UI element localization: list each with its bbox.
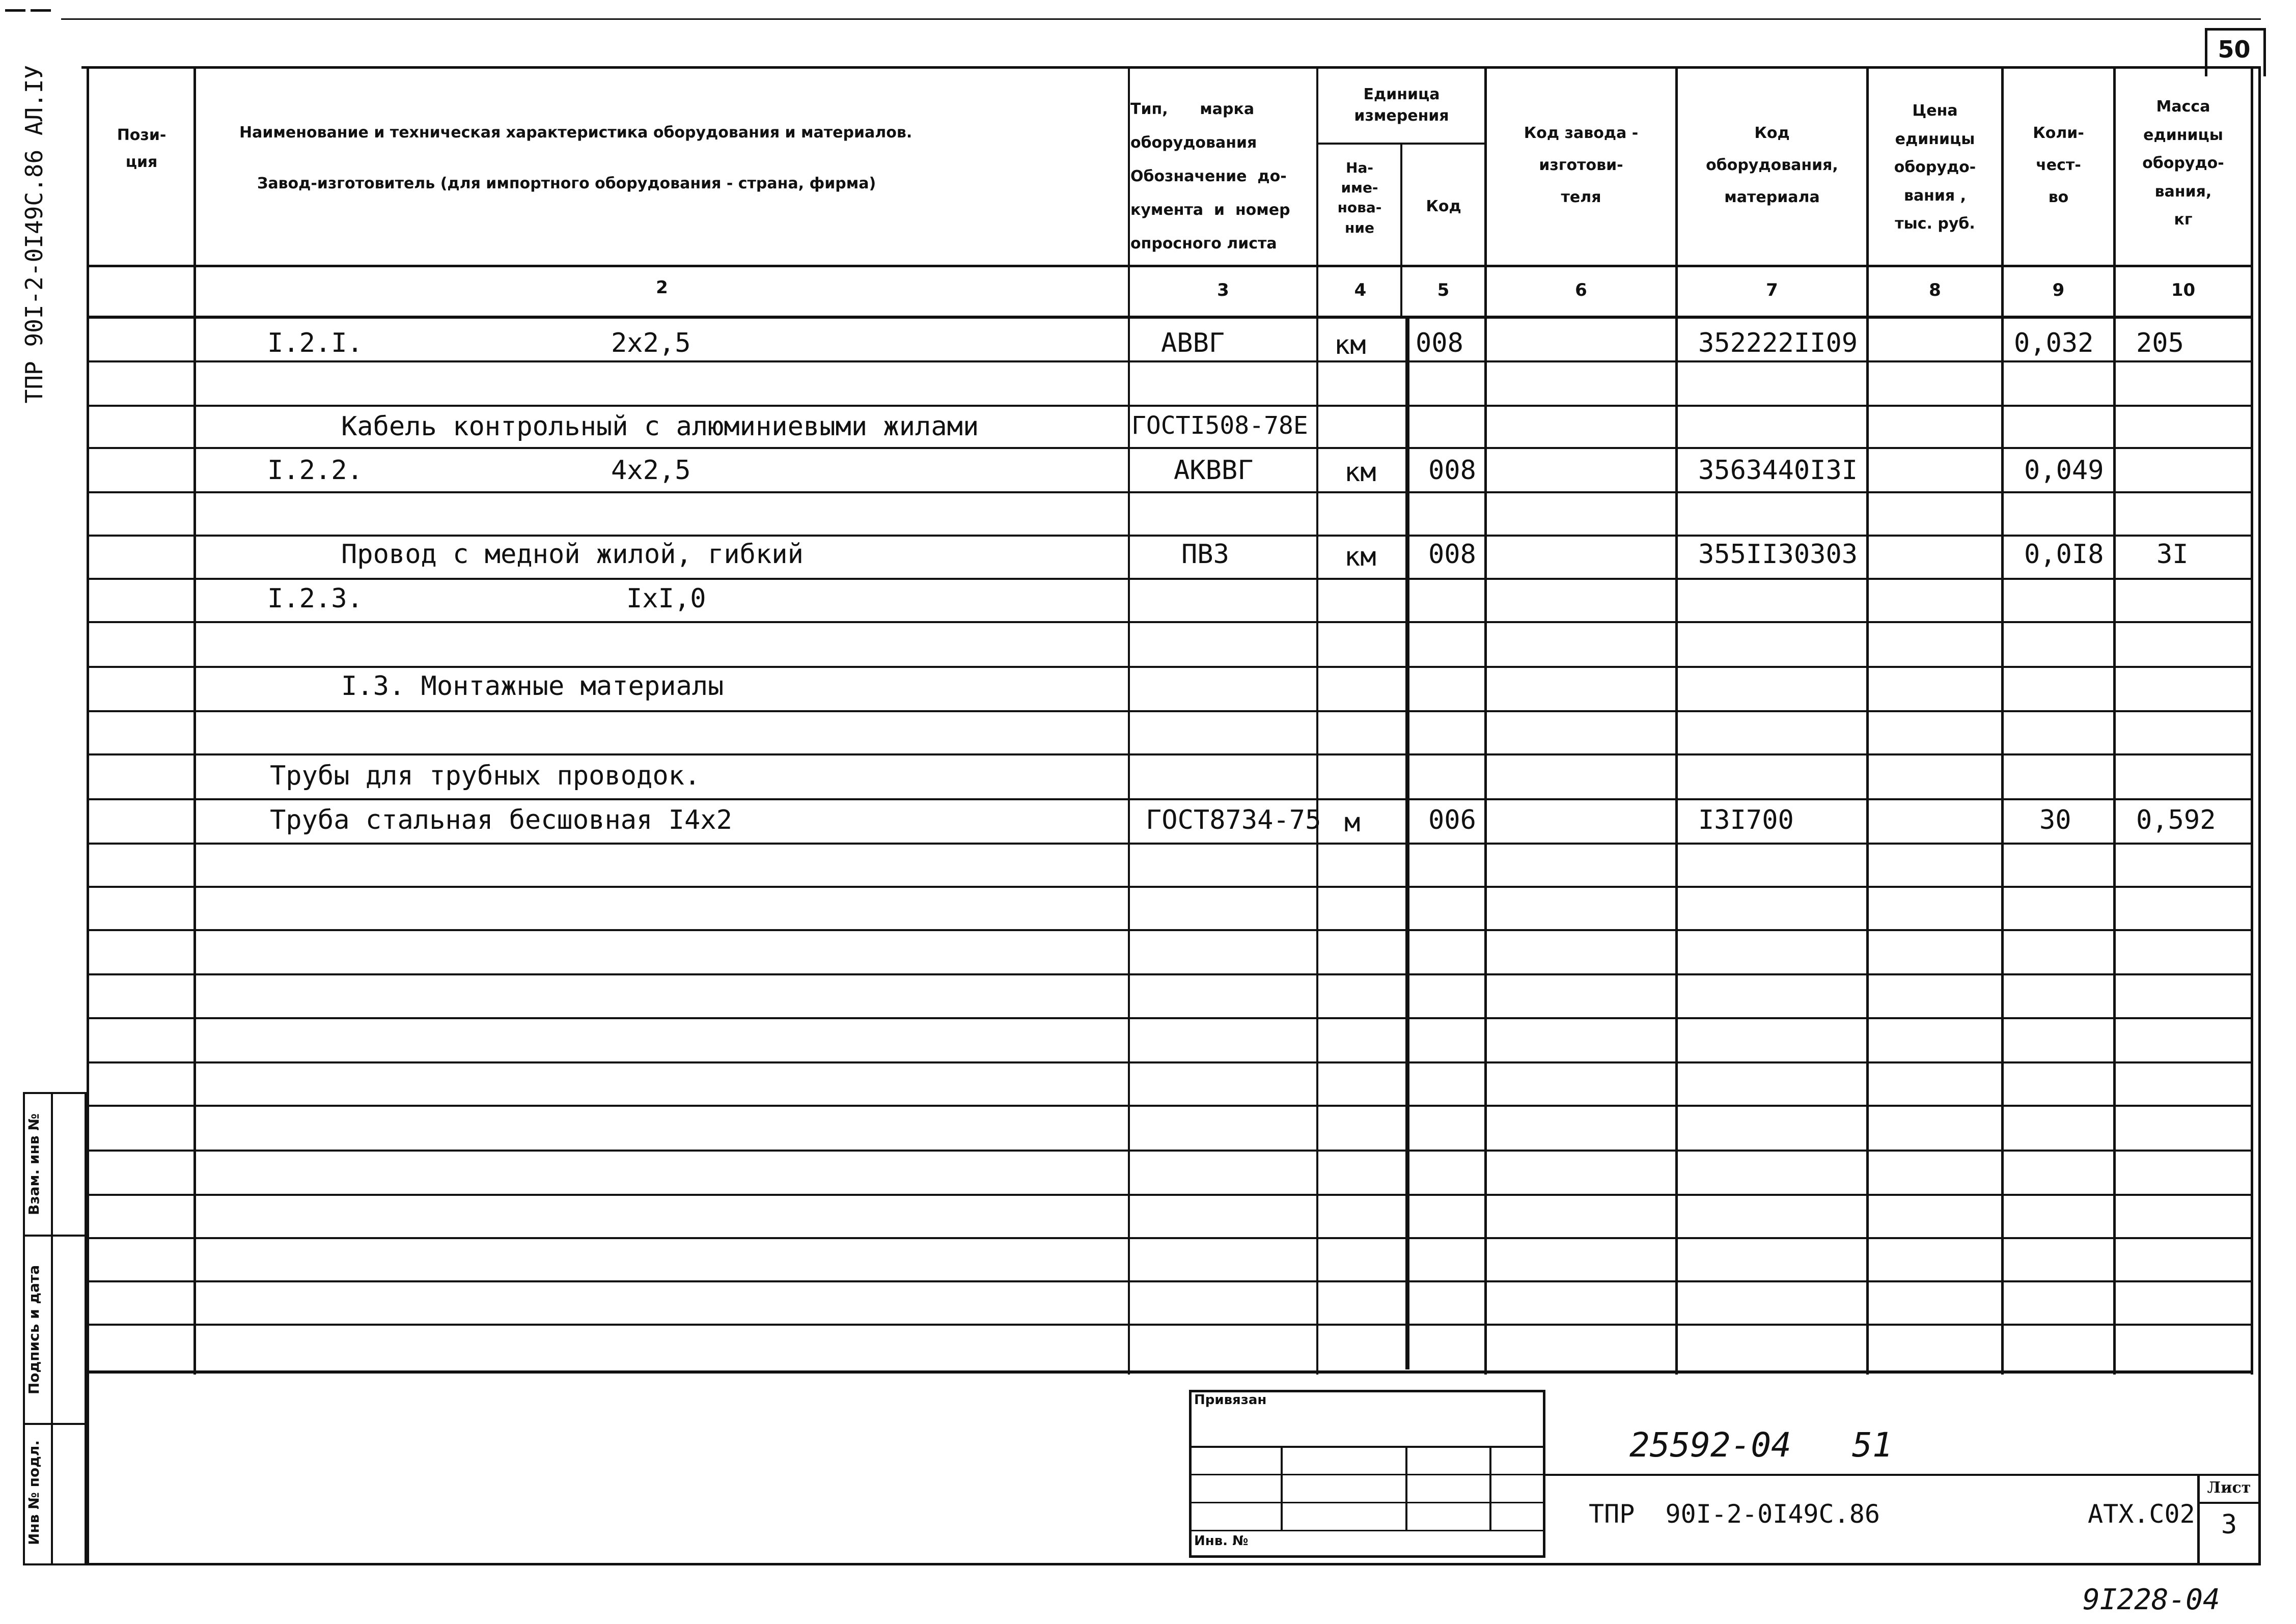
row-section-title: I.3. Монтажные материалы [341,671,724,702]
column-number: 5 [1437,280,1450,300]
row-name: 4x2,5 [611,455,691,486]
column-number: 4 [1354,280,1367,300]
row-line [87,360,2253,362]
header-name-line1: Наименование и техническая характеристика оборудования и материалов. [239,124,912,142]
column-number: 7 [1766,280,1778,300]
privyazan-divider [1281,1446,1283,1530]
privyazan-divider [1189,1446,1545,1448]
row-type: АКВВГ [1174,455,1254,486]
row-line [87,798,2253,800]
row-quantity: 0,0I8 [2024,539,2104,570]
column-number: 2 [656,277,668,298]
row-mass: 0,592 [2136,805,2216,835]
column-number: 10 [2171,280,2196,300]
row-unit: км [1344,542,1376,572]
handwritten-number: 25592-04 51 [1629,1425,1893,1465]
row-type: ГОСТ8734-75 [1146,805,1321,835]
row-equipment-code: I3I700 [1698,805,1794,835]
row-line [87,405,2253,407]
row-position: I.2.I. [267,328,363,358]
row-unit: км [1334,330,1366,360]
header-unit-code: Код [1426,198,1461,215]
side-project-code: ТПР 90I-2-0I49С.86 АЛ.IУ [20,65,48,404]
row-line [87,1017,2253,1019]
privyazan-divider [1189,1474,1545,1475]
row-line [87,578,2253,580]
privyazan-divider [1189,1502,1545,1503]
row-line [87,973,2253,975]
col-divider [1316,66,1318,1375]
row-line [87,1150,2253,1152]
column-number: 8 [1929,280,1941,300]
col-divider [2113,66,2116,1375]
header-name-line2: Завод-изготовитель (для импортного оборудования - страна, фирма) [257,175,876,192]
unit-group-divider [1316,143,1487,145]
stamp-inv-replace: Взам. инв № [25,1113,42,1215]
sheet-number-top: 50 [2218,36,2251,63]
sheet-number: 3 [2221,1509,2237,1540]
header-unit-name: На- име- нова- ние [1337,159,1382,236]
row-quantity: 30 [2039,805,2071,835]
privyazan-divider [1489,1446,1491,1530]
row-type: ПВЗ [1181,539,1229,570]
col-divider [1128,66,1130,1375]
row-quantity: 0,049 [2024,455,2104,486]
table-left-border [87,66,89,1565]
row-type: ГОСТI508-78Е [1131,411,1308,440]
row-line [87,1280,2253,1282]
row-line [87,491,2253,493]
col-divider [193,66,196,1375]
sheet-box-divider [2197,1502,2258,1504]
row-unit-code: 008 [1428,455,1476,486]
top-dash-mark [5,9,25,12]
column-number: 3 [1217,280,1229,300]
row-name: IxI,0 [626,583,706,614]
row-line [87,1061,2253,1063]
bottom-handwritten-number: 9I228-04 [2083,1583,2220,1616]
col-divider [1675,66,1678,1375]
privyazan-label: Привязан [1194,1392,1267,1408]
row-mass: 205 [2136,328,2184,358]
row-unit-code: 008 [1428,539,1476,570]
number-row-bottom-line [87,316,2253,319]
col-divider [1484,66,1487,1375]
row-line [87,886,2253,888]
stamp-sign-date: Подпись и дата [25,1265,42,1395]
table-body-bottom-line [87,1370,2253,1374]
column-number: 6 [1575,280,1587,300]
table-right-border [2258,66,2261,1565]
privyazan-divider [1405,1446,1407,1530]
privyazan-divider [1189,1530,1545,1531]
row-line [87,447,2253,449]
row-name: 2x2,5 [611,328,691,358]
row-unit-code: 006 [1428,805,1476,835]
row-line [87,1194,2253,1196]
row-line [87,710,2253,712]
row-name: Провод с медной жилой, гибкий [341,539,804,570]
row-unit-code: 008 [1416,328,1463,358]
header-type: Тип, марка оборудования Обозначение до- кумента и номер опросного листа [1130,100,1290,253]
header-mass: Масса единицы оборудо- вания, кг [2142,98,2224,229]
row-mass: 3I [2156,539,2189,570]
document-code: ТПР 90I-2-0I49С.86 [1589,1499,1880,1529]
row-unit: км [1344,457,1376,488]
stamp-inv-orig: Инв № подл. [25,1440,42,1546]
row-line [87,1324,2253,1326]
header-equipment-code: Код оборудования, материала [1706,124,1838,206]
row-equipment-code: 3563440I3I [1698,455,1858,486]
row-line [87,535,2253,537]
row-line [87,1105,2253,1107]
top-border-line [61,18,2261,20]
row-name: Труба стальная бесшовная I4x2 [270,805,732,835]
row-line [87,621,2253,623]
row-name: Трубы для трубных проводок. [270,761,701,791]
header-quantity: Коли- чест- во [2033,124,2084,206]
header-position: Пози- ция [117,126,167,171]
top-dash-mark [31,9,51,12]
column-number: 9 [2052,280,2065,300]
row-type: АВВГ [1161,328,1225,358]
row-position: I.2.3. [267,583,363,614]
col-divider [2251,66,2253,1375]
header-unit-group: Единица измерения [1354,86,1449,125]
row-equipment-code: 355II30303 [1698,539,1858,570]
row-quantity: 0,032 [2014,328,2094,358]
header-plant-code: Код завода - изготови- теля [1524,124,1639,206]
row-line [87,666,2253,668]
table-top-border [81,66,2261,69]
row-line [87,929,2253,931]
header-bottom-line [87,265,2253,267]
row-name: Кабель контрольный с алюминиевыми жилами [341,411,979,442]
col-divider [1866,66,1869,1375]
header-price: Цена единицы оборудо- вания , тыс. руб. [1894,102,1976,233]
sheet-label: Лист [2207,1479,2251,1497]
col-divider [2001,66,2004,1375]
sheet-code: АТХ.С02 [2088,1499,2195,1529]
left-stamp-divider [51,1092,53,1565]
row-unit: м [1344,807,1361,838]
inv-no-label: Инв. № [1194,1533,1249,1549]
row-line [87,843,2253,845]
title-block-divider [1545,1474,2261,1476]
row-equipment-code: 352222II09 [1698,328,1858,358]
row-line [87,753,2253,755]
row-line [87,1237,2253,1239]
table-bottom-border [87,1563,2261,1565]
row-position: I.2.2. [267,455,363,486]
